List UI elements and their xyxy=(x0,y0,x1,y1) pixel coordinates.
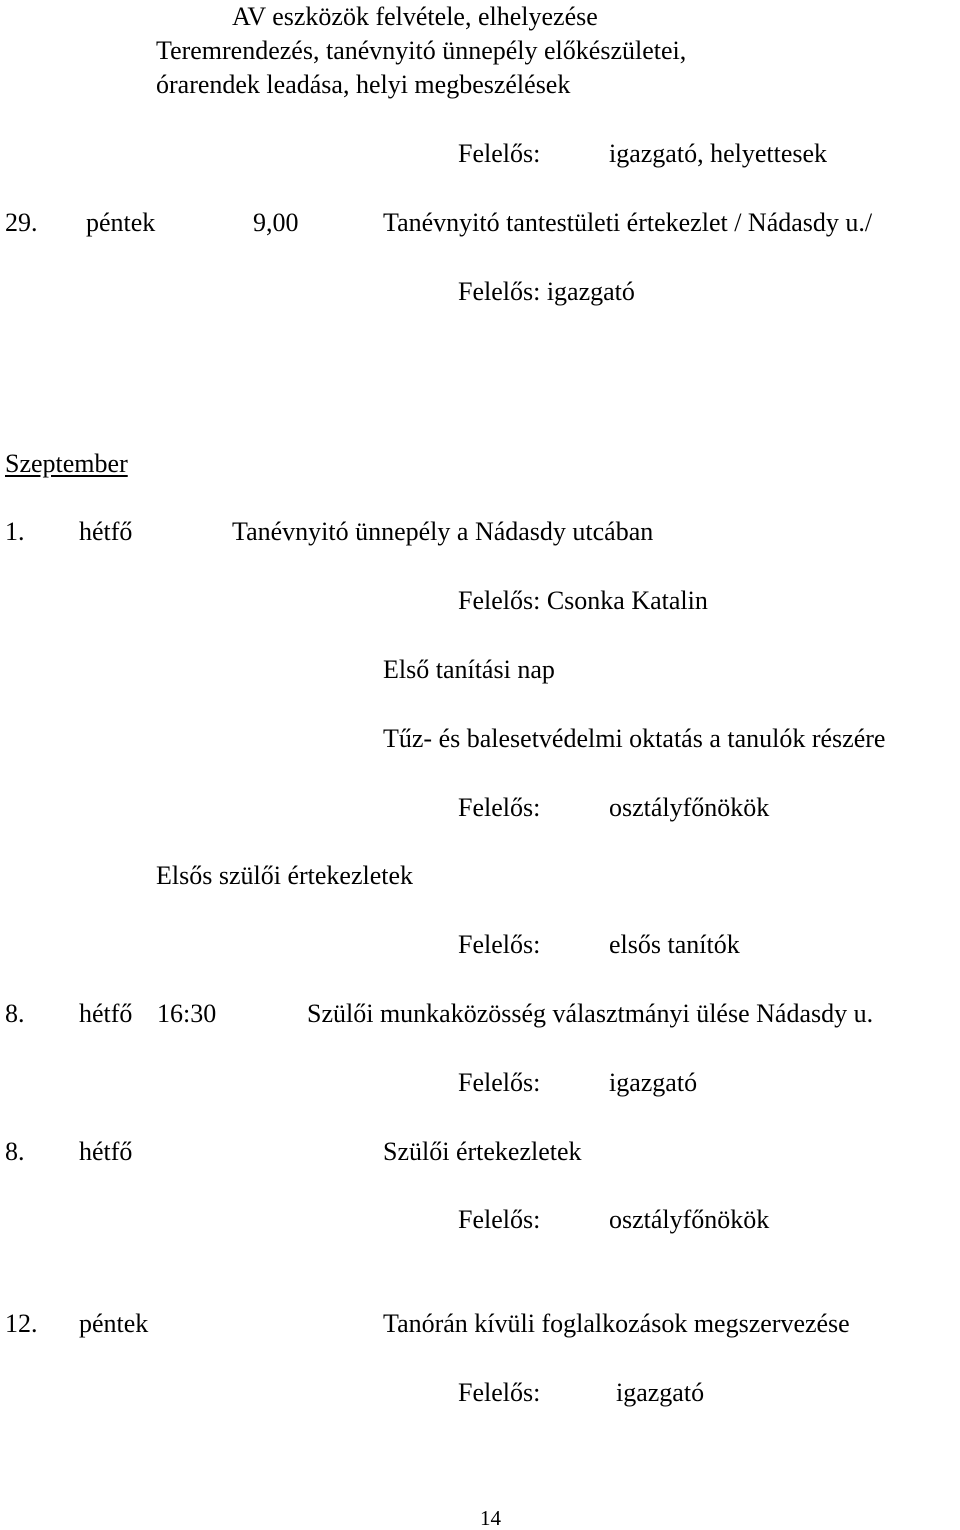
sep8b-weekday: hétfő xyxy=(79,1137,133,1166)
sep1-event2: Első tanítási nap xyxy=(383,655,555,684)
sep1-day: 1. xyxy=(5,517,25,546)
sep12-resp-label: Felelős: xyxy=(458,1378,541,1407)
sep8a-resp-value: igazgató xyxy=(609,1068,698,1097)
sep8b-resp-label: Felelős: xyxy=(458,1205,541,1234)
aug29-weekday: péntek xyxy=(86,208,156,237)
sep1-event3: Tűz- és balesetvédelmi oktatás a tanulók részére xyxy=(383,724,886,753)
month-heading: Szeptember xyxy=(5,449,128,478)
intro-line-1: AV eszközök felvétele, elhelyezése xyxy=(232,2,598,31)
aug29-event: Tanévnyitó tantestületi értekezlet / Nádasdy u./ xyxy=(383,208,873,237)
aug29-resp: Felelős: igazgató xyxy=(458,277,635,306)
sep12-day: 12. xyxy=(5,1309,38,1338)
page-number: 14 xyxy=(480,1506,501,1530)
sep8a-time: 16:30 xyxy=(157,999,217,1028)
sep1-event: Tanévnyitó ünnepély a Nádasdy utcában xyxy=(232,517,654,546)
sep8a-resp-label: Felelős: xyxy=(458,1068,541,1097)
sep8a-event: Szülői munkaközösség választmányi ülése Nádasdy u. xyxy=(307,999,874,1028)
sep8b-event: Szülői értekezletek xyxy=(383,1137,582,1166)
sep1-event4: Elsős szülői értekezletek xyxy=(156,861,414,890)
sep8a-weekday: hétfő xyxy=(79,999,133,1028)
intro-line-3: órarendek leadása, helyi megbeszélések xyxy=(156,70,571,99)
sep1-weekday: hétfő xyxy=(79,517,133,546)
sep1-resp4-value: elsős tanítók xyxy=(609,930,740,959)
sep1-resp3-value: osztályfőnökök xyxy=(609,793,770,822)
sep12-weekday: péntek xyxy=(79,1309,149,1338)
intro-line-2: Teremrendezés, tanévnyitó ünnepély előkészületei, xyxy=(156,36,687,65)
intro-resp-value: igazgató, helyettesek xyxy=(609,139,828,168)
sep8a-day: 8. xyxy=(5,999,25,1028)
sep8b-day: 8. xyxy=(5,1137,25,1166)
aug29-day: 29. xyxy=(5,208,38,237)
intro-resp-label: Felelős: xyxy=(458,139,541,168)
sep1-resp4-label: Felelős: xyxy=(458,930,541,959)
sep1-resp1: Felelős: Csonka Katalin xyxy=(458,586,708,615)
sep1-resp3-label: Felelős: xyxy=(458,793,541,822)
sep12-event: Tanórán kívüli foglalkozások megszervezése xyxy=(383,1309,850,1338)
aug29-time: 9,00 xyxy=(253,208,299,237)
sep12-resp-value: igazgató xyxy=(616,1378,705,1407)
sep8b-resp-value: osztályfőnökök xyxy=(609,1205,770,1234)
